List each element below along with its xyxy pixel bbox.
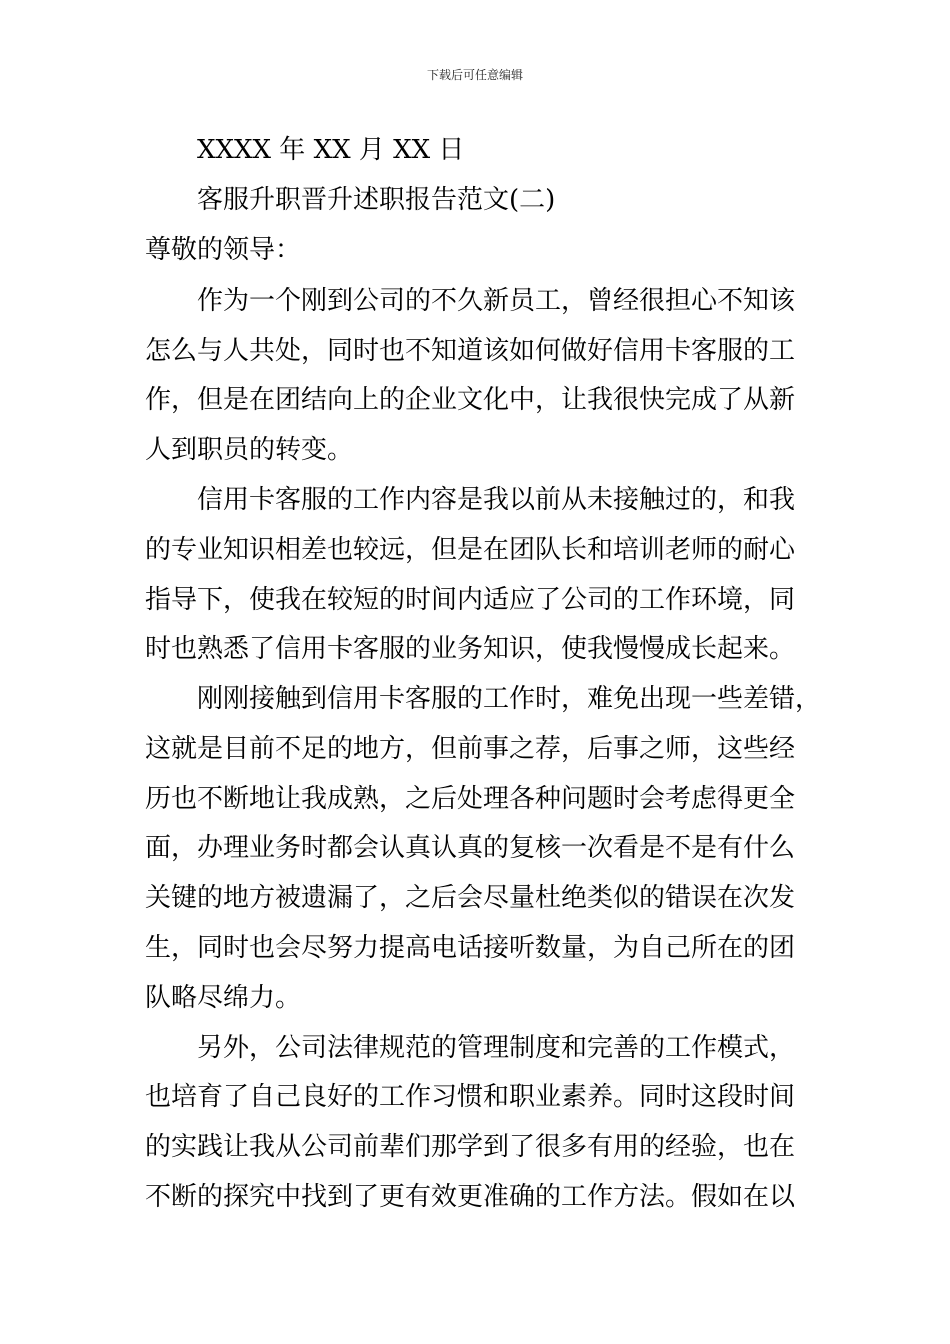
body-line: 的专业知识相差也较远，但是在团队长和培训老师的耐心: [145, 535, 796, 565]
body-line: 的实践让我从公司前辈们那学到了很多有用的经验，也在: [145, 1132, 796, 1162]
body-line: 时也熟悉了信用卡客服的业务知识，使我慢慢成长起来。: [145, 634, 796, 664]
salutation: 尊敬的领导：: [145, 235, 302, 265]
body-line: 作为一个刚到公司的不久新员工，曾经很担心不知该: [197, 286, 796, 316]
body-line: 这就是目前不足的地方，但前事之荐，后事之师，这些经: [145, 734, 796, 764]
body-line: 生，同时也会尽努力提高电话接听数量，为自己所在的团: [145, 933, 796, 963]
body-line: 不断的探究中找到了更有效更准确的工作方法。假如在以: [145, 1182, 796, 1212]
date-line: XXXX 年 XX 月 XX 日: [197, 135, 465, 165]
body-line: 信用卡客服的工作内容是我以前从未接触过的，和我: [197, 485, 796, 515]
document-title: 客服升职晋升述职报告范文(二): [197, 185, 556, 215]
body-line: 怎么与人共处，同时也不知道该如何做好信用卡客服的工: [145, 336, 796, 366]
body-line: 刚刚接触到信用卡客服的工作时，难免出现一些差错，: [197, 684, 822, 714]
body-line: 作，但是在团结向上的企业文化中，让我很快完成了从新: [145, 385, 796, 415]
body-line: 队略尽绵力。: [145, 983, 302, 1013]
header-note: 下载后可任意编辑: [426, 68, 523, 82]
body-line: 历也不断地让我成熟，之后处理各种问题时会考虑得更全: [145, 784, 796, 814]
body-line: 人到职员的转变。: [145, 435, 354, 465]
body-line: 另外，公司法律规范的管理制度和完善的工作模式，: [197, 1033, 796, 1063]
body-line: 指导下，使我在较短的时间内适应了公司的工作环境，同: [145, 585, 796, 615]
body-line: 面，办理业务时都会认真认真的复核一次看是不是有什么: [145, 833, 796, 863]
body-line: 关键的地方被遗漏了，之后会尽量杜绝类似的错误在次发: [145, 883, 796, 913]
body-line: 也培育了自己良好的工作习惯和职业素养。同时这段时间: [145, 1082, 796, 1112]
